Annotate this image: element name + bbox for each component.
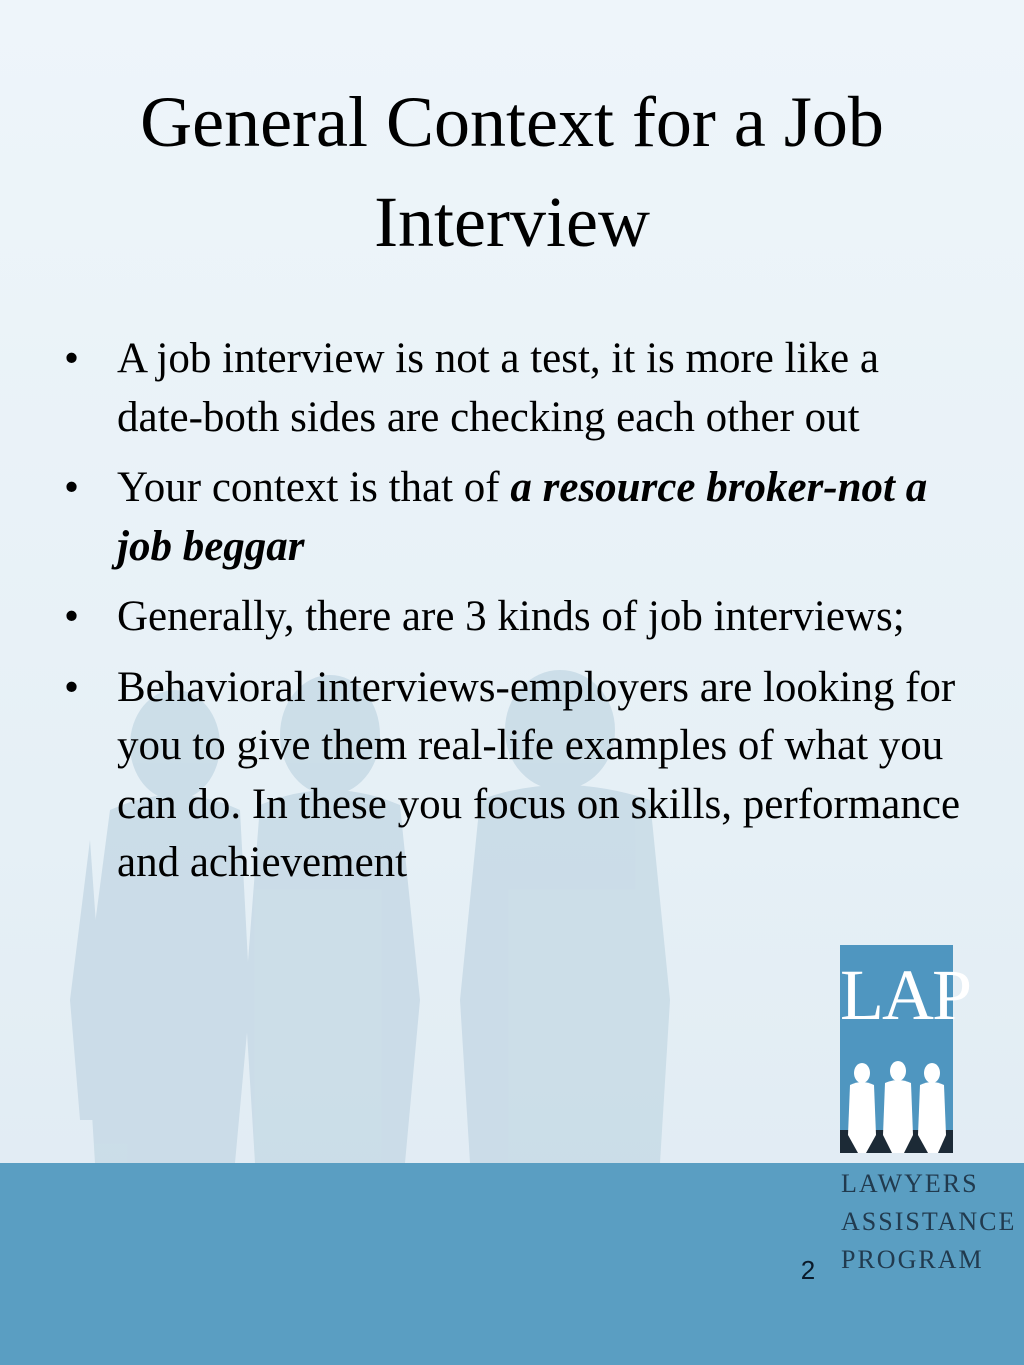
- bullet-emphasis: a resource broker-not a job beggar: [117, 464, 928, 570]
- bullet-text: Behavioral interviews-employers are looking for you to give them real-life examples of what you can do. In these you focus on skills, performance and achievement: [117, 663, 961, 886]
- bullet-text: A job interview is not a test, it is more like a date-both sides are checking each other out: [117, 335, 879, 441]
- logo-letters: LAP: [840, 955, 971, 1035]
- bullet-text: Your context is that of: [117, 464, 511, 511]
- page-number: 2: [800, 1255, 816, 1285]
- logo-text: [841, 1165, 1017, 1279]
- bullet-text: Generally, there are 3 kinds of job interviews;: [117, 593, 905, 640]
- bullet-item: [60, 459, 970, 576]
- logo-line-3: PROGRAM: [841, 1245, 984, 1274]
- slide-title: General Context for a Job Interview: [140, 82, 884, 262]
- bullet-dot: •: [64, 663, 80, 711]
- lap-logo: [840, 945, 971, 1155]
- bullet-item: [60, 659, 970, 893]
- logo-people-icon: [840, 1045, 953, 1153]
- bullet-dot: •: [64, 464, 80, 511]
- bullet-dot: •: [64, 593, 80, 640]
- logo-line-2: ASSISTANCE: [841, 1207, 1017, 1236]
- bullet-dot: •: [64, 335, 80, 382]
- bullet-item: [60, 330, 970, 447]
- bullet-item: [60, 588, 970, 647]
- bullet-list: [60, 330, 970, 905]
- logo-line-1: LAWYERS: [841, 1169, 979, 1198]
